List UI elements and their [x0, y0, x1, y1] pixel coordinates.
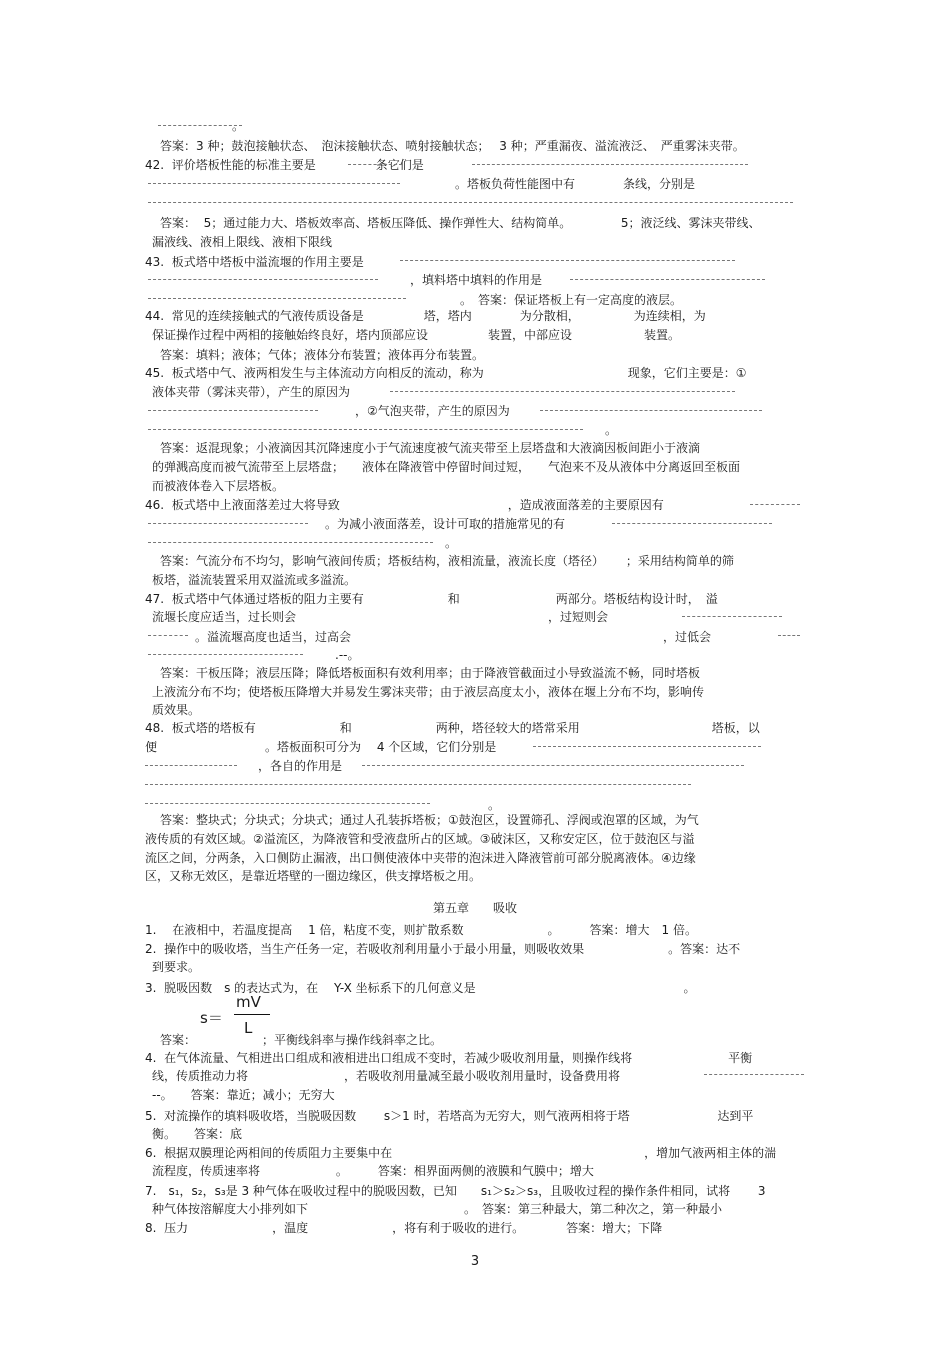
- text-line: ，②气泡夹带，产生的原因为: [355, 404, 510, 418]
- blank: [400, 252, 735, 261]
- blank: [148, 534, 433, 543]
- text-line: 。: [488, 798, 501, 812]
- text-line: 。 答案：保证塔板上有一定高度的液层。: [460, 293, 683, 307]
- text-line: ，各自的作用是: [258, 759, 343, 773]
- text-line: 质效果。: [152, 703, 201, 717]
- text-line: 1. 在液相中，若温度提高 1 倍，粘度不变，则扩散系数 。 答案：增大 1 倍。: [145, 923, 697, 937]
- text-line: 答案：干板压降；液层压降；降低塔板面积有效利用率；由于降液管截面过小导致溢流不畅，同时塔板: [160, 666, 701, 680]
- text-line: 答案：气流分布不均匀，影响气液间传质；塔板结构，液相流量，液流长度（塔径） ；采用结构简单的筛: [160, 554, 734, 568]
- text-line: 答案：填料；液体；气体；液体分布装置；液体再分布装置。: [160, 348, 485, 362]
- blank: [533, 738, 761, 747]
- page-number: 3: [470, 1254, 480, 1269]
- text-line: 液传质的有效区域。②溢流区，为降液管和受液盘所占的区域。③破沫区，又称安定区，位于鼓泡区与溢: [145, 832, 695, 846]
- blank: [348, 156, 402, 165]
- text-line: 流堰长度应适当，过长则会 ，过短则会: [152, 610, 609, 624]
- formula-denominator: L: [244, 1019, 253, 1037]
- text-line: 便 。塔板面积可分为 4 个区域，它们分别是: [145, 740, 497, 754]
- text-line: 44. 常见的连续接触式的气液传质设备是 塔，塔内 为分散相， 为连续相，为: [145, 309, 706, 323]
- text-line: 42. 评价塔板性能的标准主要是 条它们是: [145, 158, 424, 172]
- text-line: 液体夹带（雾沫夹带），产生的原因为: [152, 385, 351, 399]
- blank: [612, 515, 772, 524]
- text-line: 答案：整块式；分块式；分块式；通过人孔装拆塔板；①鼓泡区，设置筛孔、浮阀或泡罩的区域，为气: [160, 813, 699, 827]
- blank: [145, 795, 430, 804]
- text-line: 保证操作过程中两相的接触始终良好，塔内顶部应设 装置，中部应设 装置。: [152, 328, 681, 342]
- text-line: 区，又称无效区，是靠近塔壁的一圈边缘区，供支撑塔板之用。: [145, 869, 482, 883]
- text-line: 5. 对流操作的填料吸收塔，当脱吸因数 s＞1 时，若塔高为无穷大，则气液两相将于塔 达到平: [145, 1109, 754, 1123]
- text-line: 答案：返混现象；小液滴因其沉降速度小于气流速度被气流夹带至上层塔盘和大液滴因板间距小于液滴: [160, 441, 701, 455]
- text-line: 。为减小液面落差，设计可取的措施常见的有: [325, 517, 566, 531]
- blank: [390, 383, 735, 392]
- text-line: 6. 根据双膜理论两相间的传质阻力主要集中在 ，增加气液两相主体的湍: [145, 1146, 777, 1160]
- text-line: 。: [605, 423, 618, 437]
- text-line: 2. 操作中的吸收塔，当生产任务一定，若吸收剂利用量小于最小用量，则吸收效果 。答案：达不: [145, 942, 741, 956]
- blank: [704, 1066, 804, 1075]
- blank: [148, 402, 318, 411]
- text-line: ，填料塔中填料的作用是: [410, 273, 543, 287]
- text-line: 答案： 5；通过能力大、塔板效率高、塔板压降低、操作弹性大、结构简单。 5；液泛线、雾沫夹带线、: [160, 216, 761, 230]
- blank: [148, 515, 308, 524]
- text-line: 板塔，溢流装置采用双溢流或多溢流。: [152, 573, 357, 587]
- text-line: 到要求。: [152, 960, 201, 974]
- blank: [148, 271, 378, 280]
- text-line: 线，传质推动力将 ，若吸收剂用量减至最小吸收剂用量时，设备费用将: [152, 1069, 621, 1083]
- text-line: 答案：3 种；鼓泡接触状态、 泡沫接触状态、喷射接触状态； 3 种；严重漏夜、溢流液泛、 严重雾沫夹带。: [160, 139, 745, 153]
- blank: [148, 290, 406, 299]
- blank: [148, 175, 400, 184]
- text-line: 上液流分布不均；使塔板压降增大并易发生雾沫夹带；由于液层高度太小，液体在堰上分布不均，影响传: [152, 685, 705, 699]
- formula-lhs: s＝: [200, 1009, 223, 1027]
- blank: [750, 496, 800, 505]
- text-line: 种气体按溶解度大小排列如下 。 答案：第三种最大，第二种次之，第一种最小: [152, 1202, 723, 1216]
- text-line: .--。: [335, 648, 360, 662]
- blank: [145, 776, 691, 785]
- blank: [148, 194, 793, 203]
- text-line: 。塔板负荷性能图中有 条线，分别是: [455, 177, 696, 191]
- text-line: 流区之间，分两条，入口侧防止漏液，出口侧使液体中夹带的泡沫进入降液管前可部分脱离液体。④边缘: [145, 851, 696, 865]
- blank: [145, 757, 237, 766]
- text-line: 。: [160, 119, 245, 133]
- fraction-bar: [234, 1014, 270, 1015]
- chapter-title: 第五章 吸收: [432, 901, 517, 915]
- text-line: 流程度，传质速率将 。 答案：相界面两侧的液膜和气膜中；增大: [152, 1164, 594, 1178]
- blank: [570, 271, 765, 280]
- text-line: 7. s₁，s₂，s₃是 3 种气体在吸收过程中的脱吸因数，已知 s₁＞s₂＞s₃，且吸收过程的操作条件相同，试将 3: [145, 1184, 766, 1198]
- blank: [148, 627, 188, 636]
- text-line: 4. 在气体流量、气相进出口组成和液相进出口组成不变时，若减少吸收剂用量，则操作线将 平衡: [145, 1051, 753, 1065]
- text-line: 答案： ；平衡线斜率与操作线斜率之比。: [160, 1033, 443, 1047]
- blank: [540, 402, 762, 411]
- text-line: 46. 板式塔中上液面落差过大将导致 ，造成液面落差的主要原因有: [145, 498, 664, 512]
- text-line: 8. 压力 ，温度 ，将有利于吸收的进行。 答案：增大；下降: [145, 1221, 663, 1235]
- blank: [472, 156, 748, 165]
- text-line: 。: [445, 536, 458, 550]
- blank: [778, 627, 800, 636]
- text-line: --。 答案：靠近；减小；无穷大: [152, 1088, 335, 1102]
- formula-s: [200, 992, 270, 1042]
- blank: [682, 608, 782, 617]
- blank: [148, 421, 583, 430]
- text-line: 48. 板式塔的塔板有 和 两种，塔径较大的塔常采用 塔板，以: [145, 721, 760, 735]
- text-line: 43. 板式塔中塔板中溢流堰的作用主要是: [145, 255, 364, 269]
- text-line: 而被液体卷入下层塔板。: [152, 479, 285, 493]
- blank: [158, 117, 242, 126]
- blank: [148, 646, 303, 655]
- text-line: 。溢流堰高度也适当，过高会 ，过低会: [195, 630, 712, 644]
- text-line: 45. 板式塔中气、液两相发生与主体流动方向相反的流动，称为 现象，它们主要是：①: [145, 366, 747, 380]
- text-line: 47. 板式塔中气体通过塔板的阻力主要有 和 两部分。塔板结构设计时， 溢: [145, 592, 718, 606]
- formula-numerator: mV: [236, 993, 261, 1011]
- text-line: 衡。 答案：底: [152, 1127, 243, 1141]
- text-line: 漏液线、液相上限线、液相下限线: [152, 235, 333, 249]
- text-line: 的弹溅高度而被气流带至上层塔盘； 液体在降液管中停留时间过短， 气泡来不及从液体中分离返回至板面: [152, 460, 741, 474]
- blank: [362, 757, 744, 766]
- text-line: 3. 脱吸因数 s 的表达式为，在 Y-X 坐标系下的几何意义是 。: [145, 981, 696, 995]
